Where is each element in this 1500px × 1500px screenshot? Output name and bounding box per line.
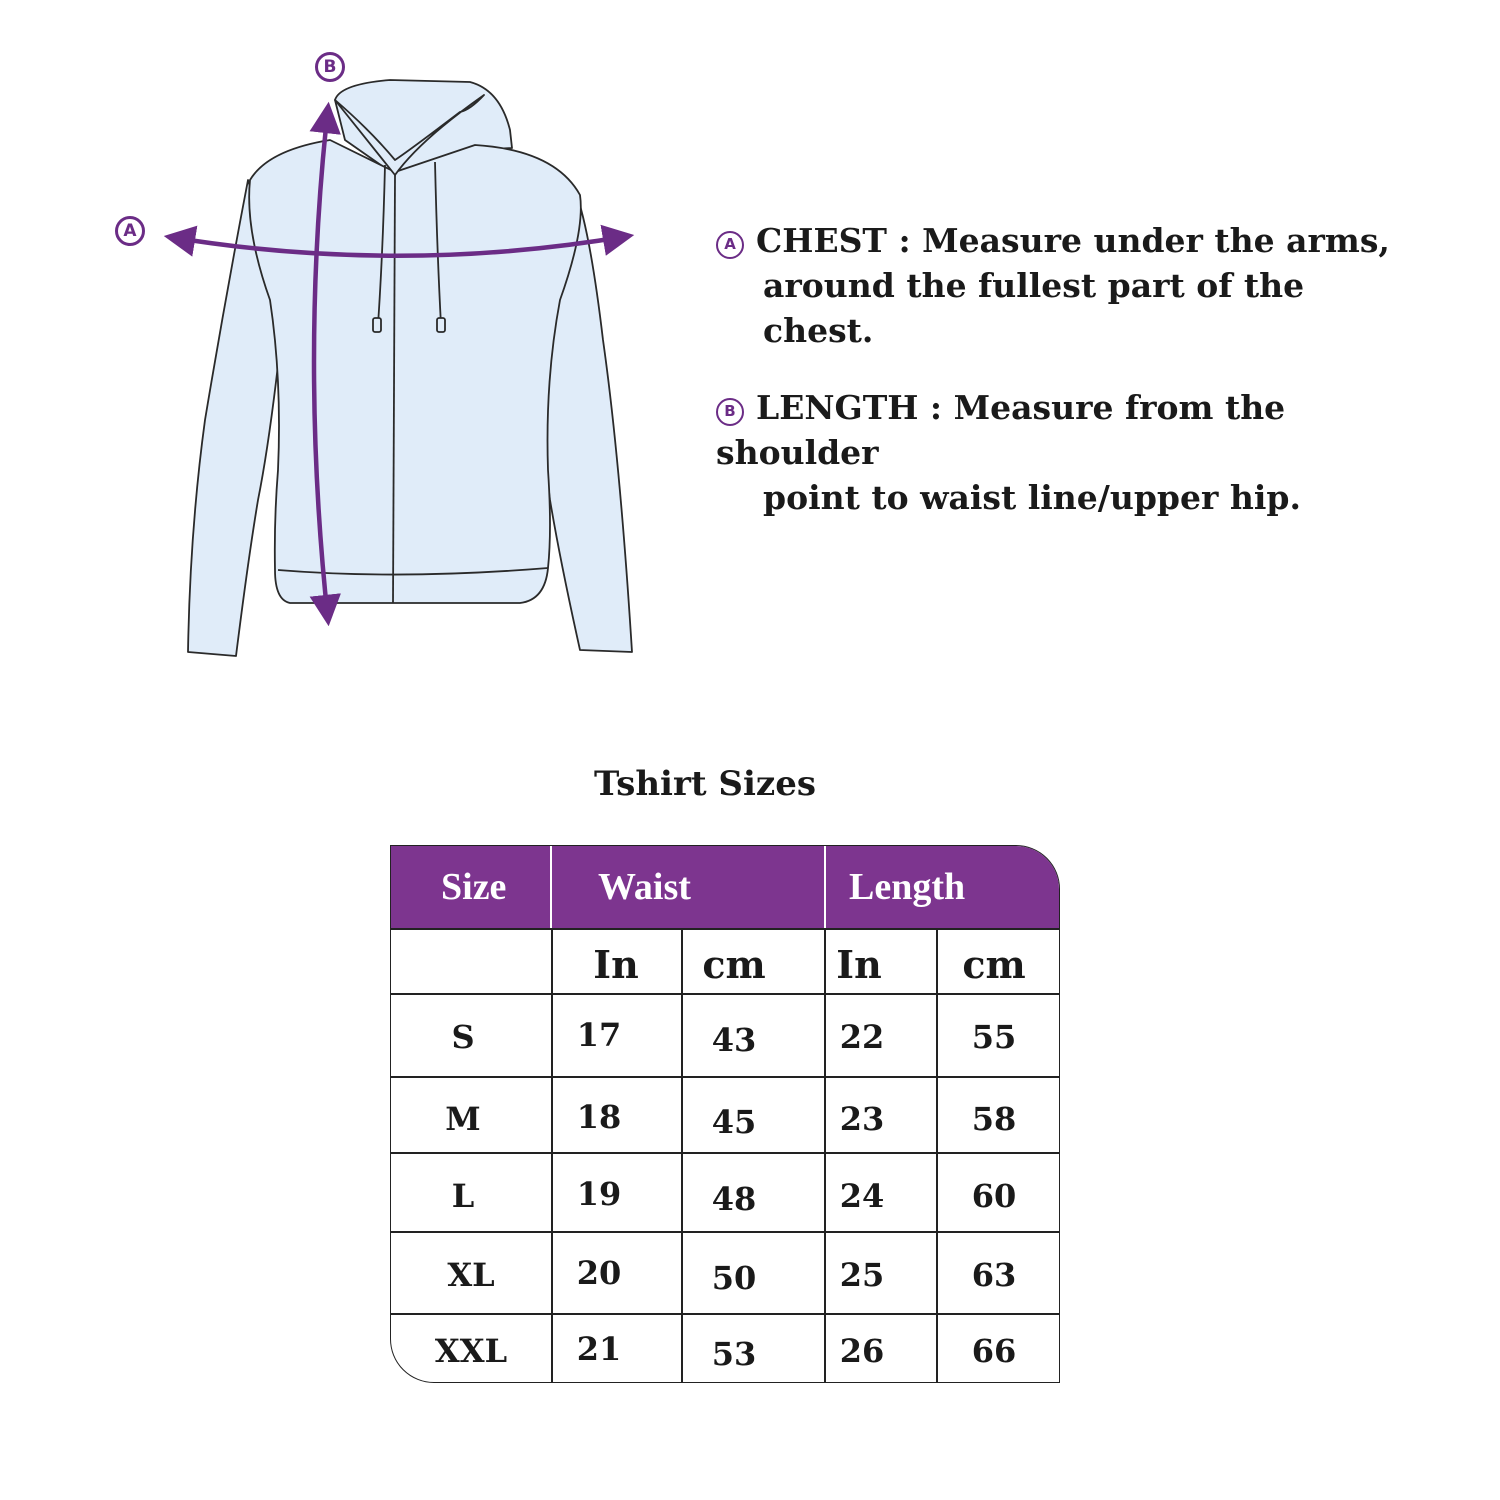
length-note: [716, 385, 1416, 520]
cell-length-in: 26: [839, 1332, 885, 1370]
row-divider-1: [391, 993, 1059, 995]
header-length: Length: [849, 866, 966, 908]
header-waist: Waist: [598, 866, 691, 908]
cell-size: XXL: [434, 1332, 508, 1370]
cell-waist-cm: 48: [711, 1180, 757, 1218]
size-table: [390, 845, 1060, 1383]
cell-waist-in: 21: [576, 1330, 622, 1368]
header-size: Size: [441, 866, 507, 908]
row-divider-3: [391, 1152, 1059, 1154]
cell-waist-in: 20: [576, 1254, 622, 1292]
cell-size: M: [445, 1100, 481, 1138]
cell-size: L: [451, 1177, 475, 1215]
cell-waist-cm: 53: [711, 1335, 757, 1373]
cell-length-cm: 55: [971, 1018, 1017, 1056]
row-divider-5: [391, 1313, 1059, 1315]
table-title: Tshirt Sizes: [594, 764, 816, 804]
unit-length-cm: cm: [962, 942, 1026, 987]
col-divider-1: [551, 928, 553, 1383]
col-divider-4: [936, 928, 938, 1383]
header-divider-2: [824, 846, 826, 928]
body: [249, 140, 581, 603]
cell-size: XL: [447, 1256, 495, 1294]
cell-length-in: 23: [839, 1100, 885, 1138]
marker-a: A: [115, 216, 145, 246]
cell-length-cm: 66: [971, 1332, 1017, 1370]
col-divider-2: [681, 928, 683, 1383]
length-note-line2: point to waist line/upper hip.: [763, 478, 1301, 517]
chest-note: [716, 218, 1416, 353]
hoodie-illustration: [188, 80, 632, 656]
drawstring-tip-right: [437, 318, 445, 332]
chest-note-line1: CHEST : Measure under the arms,: [756, 221, 1390, 260]
header-divider-1: [550, 846, 552, 928]
chest-note-badge: A: [716, 231, 744, 259]
cell-waist-cm: 50: [711, 1259, 757, 1297]
unit-waist-cm: cm: [702, 942, 766, 987]
length-note-line1: LENGTH : Measure from the shoulder: [716, 388, 1286, 472]
cell-length-in: 25: [839, 1256, 885, 1294]
chest-note-line2: around the fullest part of the chest.: [763, 266, 1305, 350]
cell-waist-in: 18: [576, 1098, 622, 1136]
cell-length-in: 22: [839, 1018, 885, 1056]
table-frame: [390, 845, 1060, 1383]
cell-waist-in: 19: [576, 1175, 622, 1213]
hoodie-diagram: [0, 0, 700, 700]
cell-length-in: 24: [839, 1177, 885, 1215]
row-divider-0: [391, 928, 1059, 930]
cell-size: S: [451, 1018, 475, 1056]
cell-length-cm: 63: [971, 1256, 1017, 1294]
cell-waist-in: 17: [576, 1016, 622, 1054]
drawstring-tip-left: [373, 318, 381, 332]
table-header: [391, 846, 1059, 928]
cell-length-cm: 58: [971, 1100, 1017, 1138]
cell-waist-cm: 43: [711, 1021, 757, 1059]
cell-waist-cm: 45: [711, 1103, 757, 1141]
unit-waist-in: In: [593, 942, 639, 987]
row-divider-4: [391, 1231, 1059, 1233]
marker-b: B: [315, 52, 345, 82]
unit-length-in: In: [836, 942, 882, 987]
cell-length-cm: 60: [971, 1177, 1017, 1215]
length-note-badge: B: [716, 398, 744, 426]
row-divider-2: [391, 1076, 1059, 1078]
col-divider-3: [824, 928, 826, 1383]
